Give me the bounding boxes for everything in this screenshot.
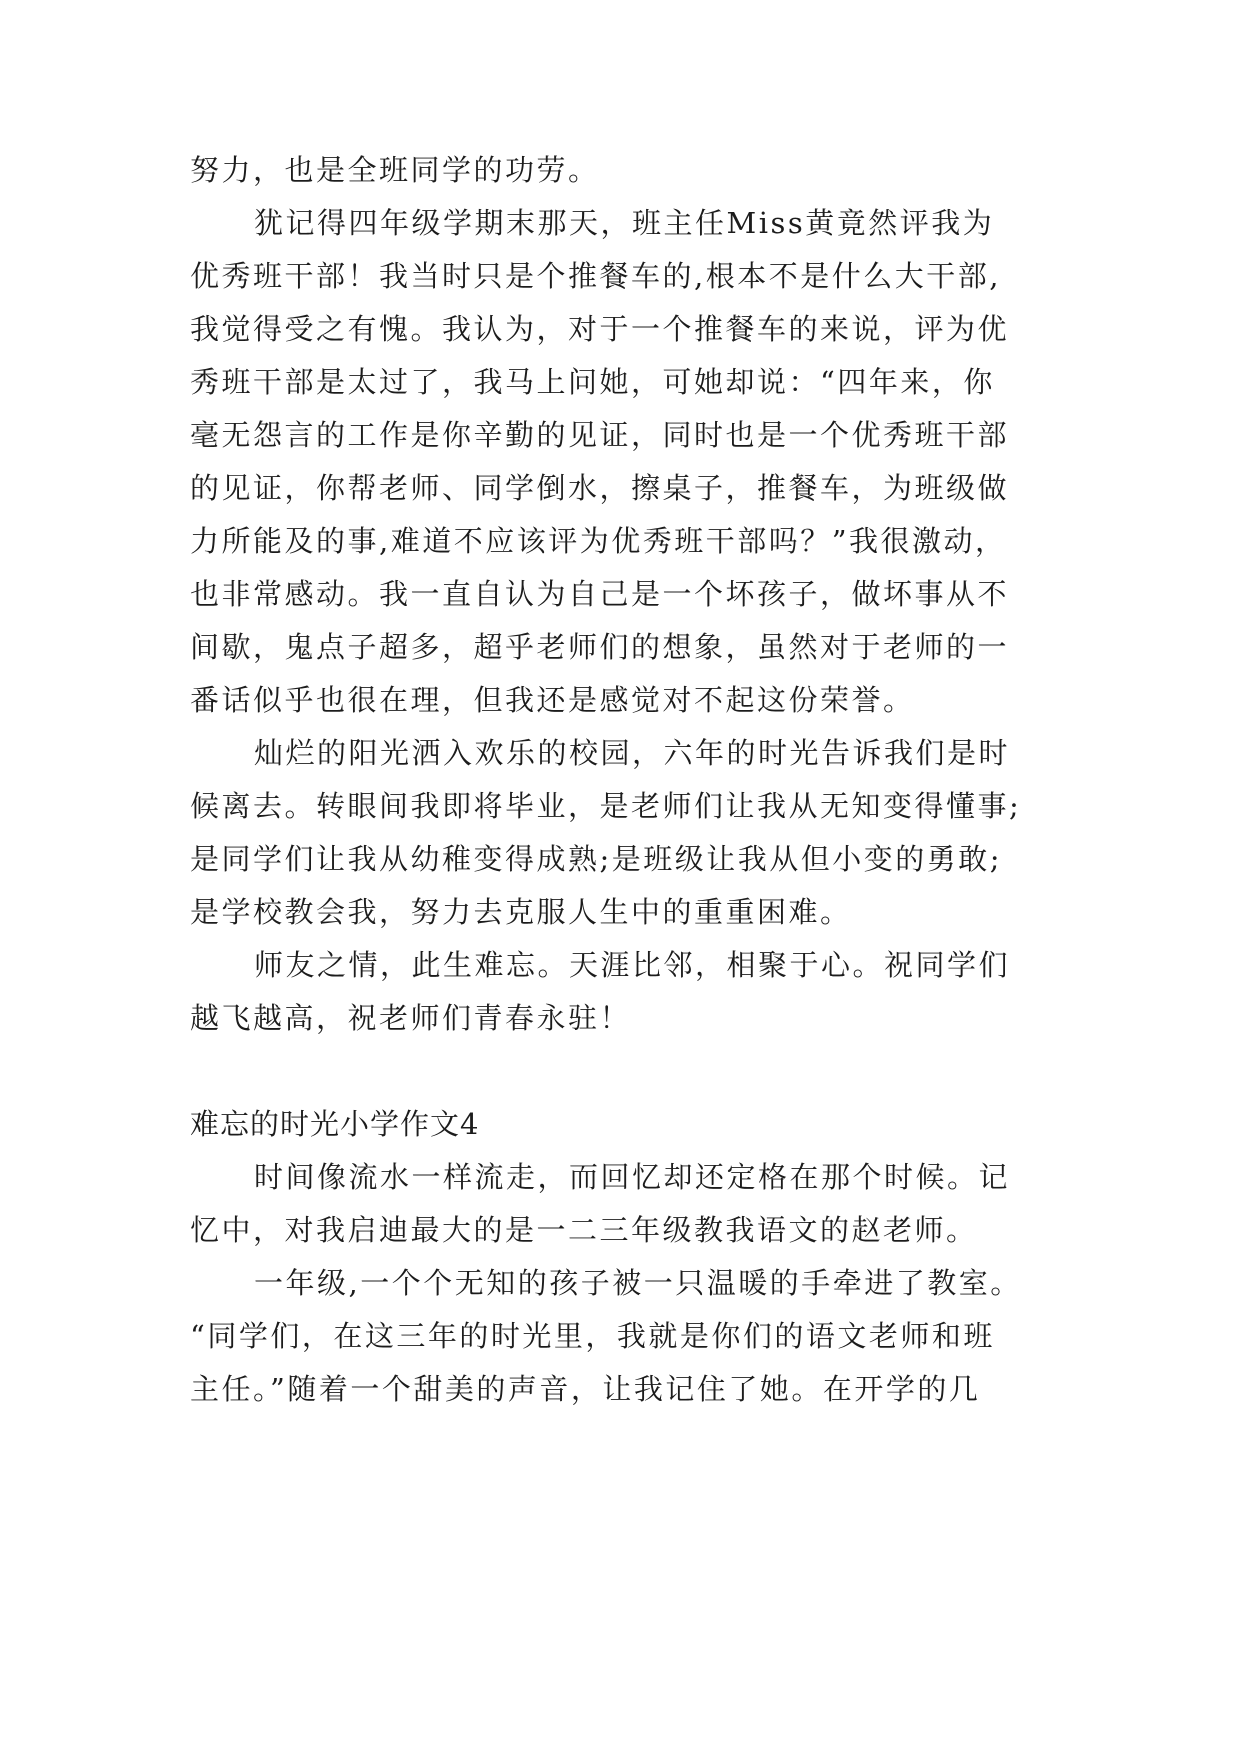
section-heading: 难忘的时光小学作文4 [190, 1107, 480, 1141]
paragraph-line: 间歇，鬼点子超多，超乎老师们的想象，虽然对于老师的一 [190, 630, 1010, 664]
paragraph-line: 师友之情，此生难忘。天涯比邻，相聚于心。祝同学们 [254, 948, 1011, 982]
paragraph-line: 是学校教会我，努力去克服人生中的重重困难。 [190, 895, 852, 929]
paragraph-line: 时间像流水一样流走，而回忆却还定格在那个时候。记 [254, 1160, 1011, 1194]
paragraph-line: 的见证，你帮老师、同学倒水，擦桌子，推餐车，为班级做 [190, 471, 1010, 505]
paragraph-line: 主任。”随着一个甜美的声音，让我记住了她。在开学的几 [190, 1372, 981, 1406]
paragraph-line: 我觉得受之有愧。我认为，对于一个推餐车的来说，评为优 [190, 312, 1010, 346]
paragraph-line: 候离去。转眼间我即将毕业，是老师们让我从无知变得懂事; [190, 789, 1022, 823]
paragraph-line: 毫无怨言的工作是你辛勤的见证，同时也是一个优秀班干部 [190, 418, 1010, 452]
paragraph-line: 是同学们让我从幼稚变得成熟;是班级让我从但小变的勇敢; [190, 842, 1003, 876]
paragraph-line: 灿烂的阳光洒入欢乐的校园，六年的时光告诉我们是时 [254, 736, 1011, 770]
paragraph-line: 力所能及的事,难道不应该评为优秀班干部吗？”我很激动， [190, 524, 1007, 558]
paragraph-line: 秀班干部是太过了，我马上问她，可她却说：“四年来，你 [190, 365, 995, 399]
paragraph-line: 优秀班干部！我当时只是个推餐车的,根本不是什么大干部, [190, 259, 1001, 293]
paragraph-line: 犹记得四年级学期末那天，班主任Miss黄竟然评我为 [254, 206, 995, 240]
paragraph-line: “同学们，在这三年的时光里，我就是你们的语文老师和班 [190, 1319, 995, 1353]
paragraph-line: 忆中，对我启迪最大的是一二三年级教我语文的赵老师。 [190, 1213, 978, 1247]
paragraph-line: 也非常感动。我一直自认为自己是一个坏孩子，做坏事从不 [190, 577, 1010, 611]
paragraph-line: 一年级,一个个无知的孩子被一只温暖的手牵进了教室。 [254, 1266, 1022, 1300]
paragraph-line: 努力，也是全班同学的功劳。 [190, 153, 600, 187]
paragraph-line: 越飞越高，祝老师们青春永驻！ [190, 1001, 632, 1035]
paragraph-line: 番话似乎也很在理，但我还是感觉对不起这份荣誉。 [190, 683, 915, 717]
